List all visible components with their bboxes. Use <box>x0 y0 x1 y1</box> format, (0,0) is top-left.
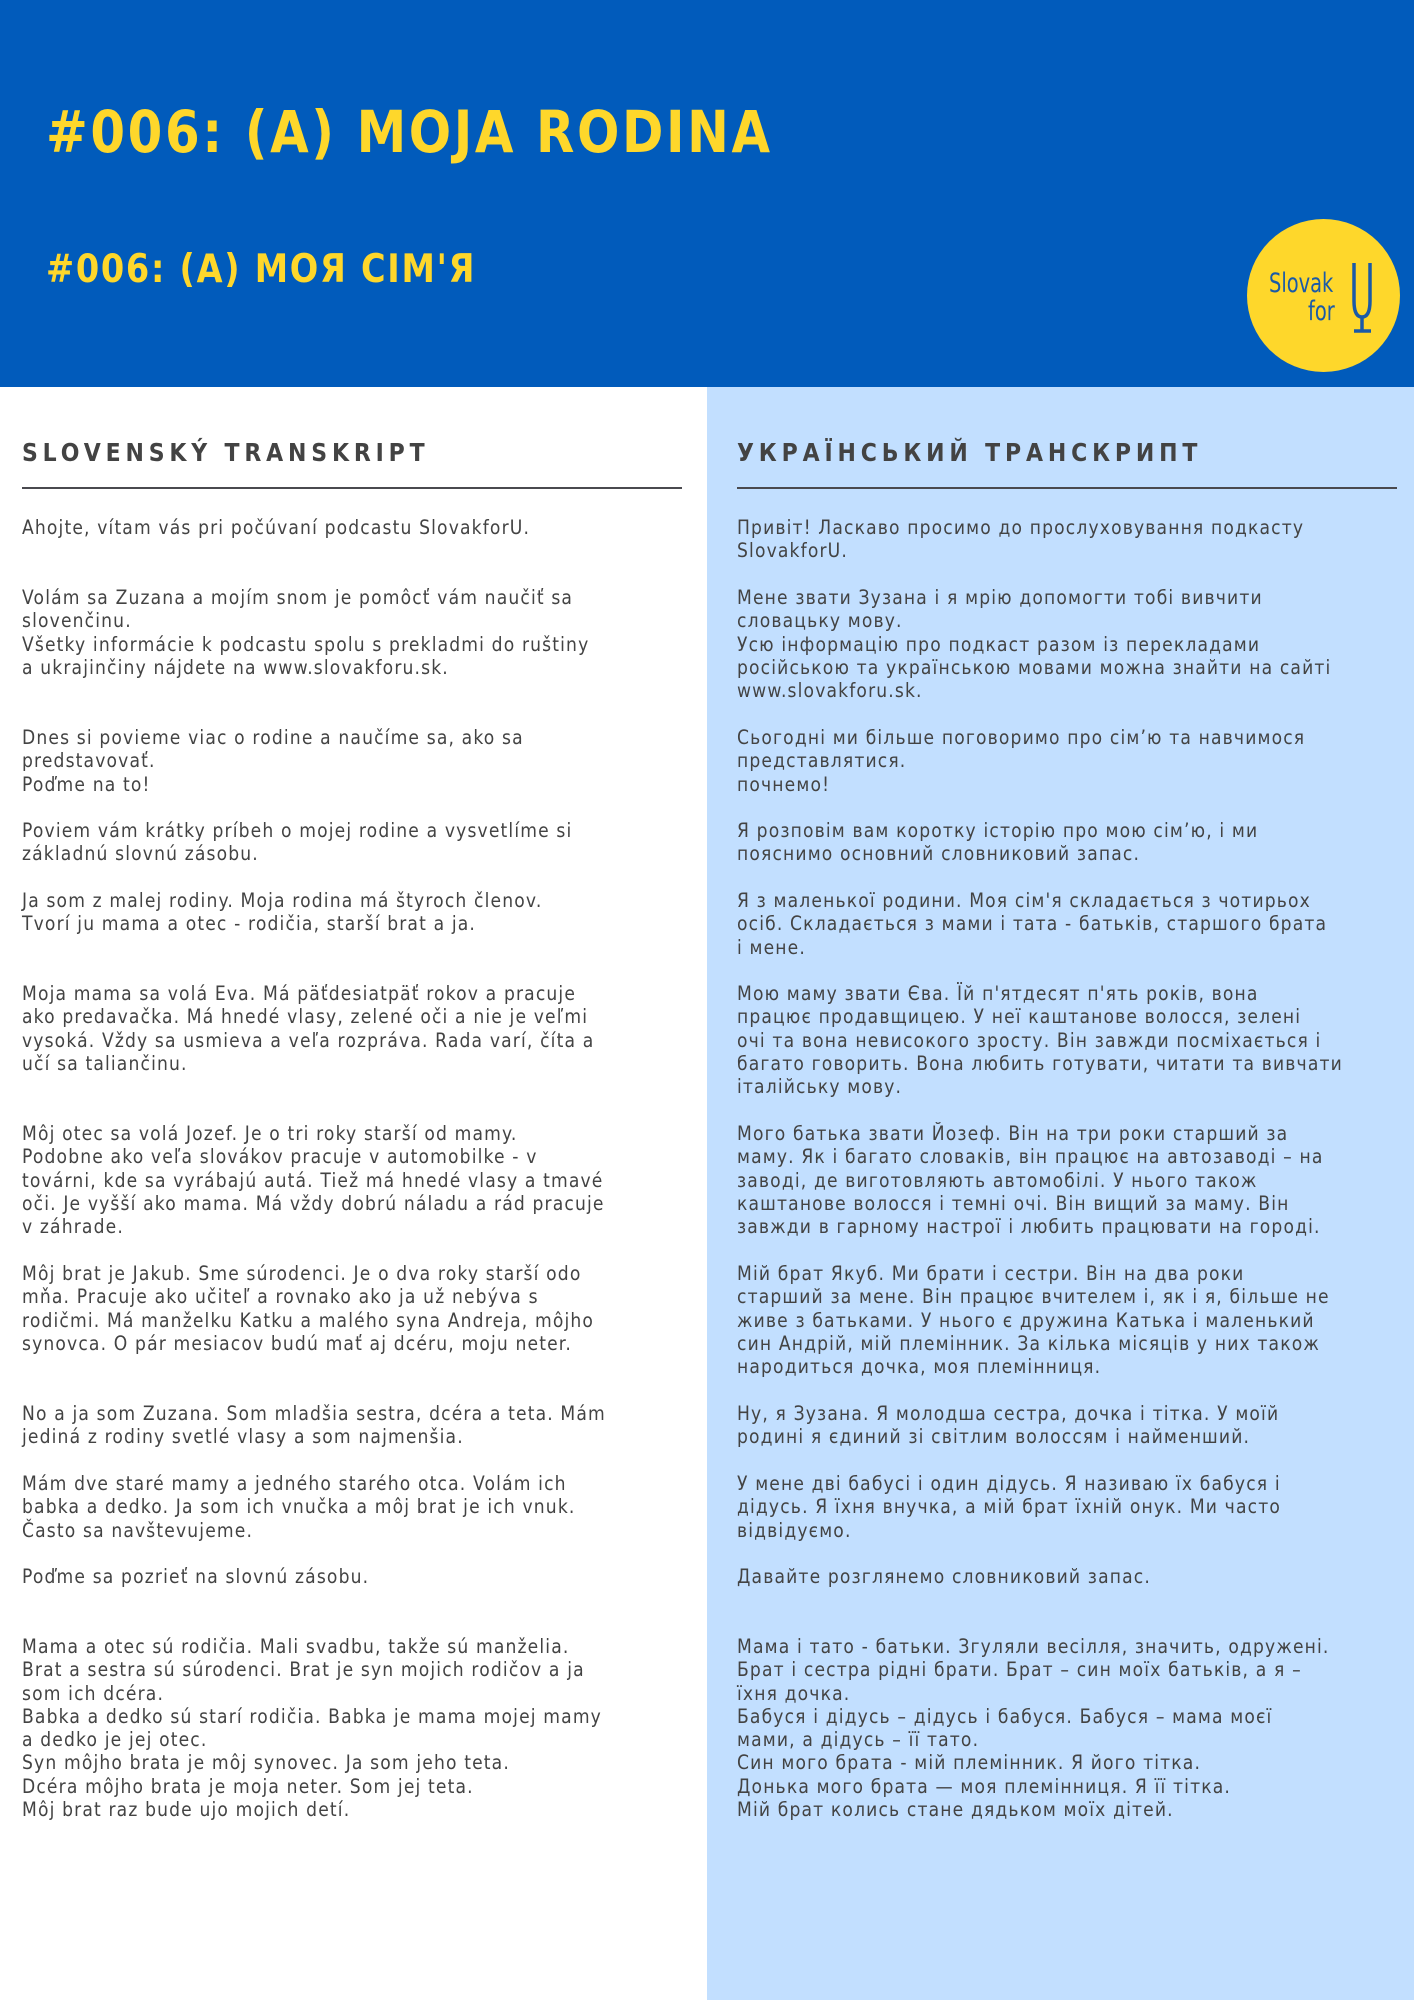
ukrainian-heading: УКРАЇНСЬКИЙ ТРАНСКРИПТ <box>737 438 1203 467</box>
heading-divider <box>737 487 1397 489</box>
transcript-paragraph: Мій брат Якуб. Ми брати і сестри. Він на два роки старший за мене. Він працює вчителем і, як і я, більше не живе з батьками. У нього є дружина Катька і маленький син Андрій, мій племінник. За кілька місяців у них також народиться дочка, моя племінниця. <box>737 1262 1330 1379</box>
logo-text-line2: for <box>1308 296 1335 327</box>
transcript-paragraph: Mám dve staré mamy a jedného starého otca. Volám ich babka a dedko. Ja som ich vnučka a môj brat je ich vnuk. Často sa navštevujeme. <box>22 1472 576 1542</box>
transcript-paragraph: Moja mama sa volá Eva. Má päťdesiatpäť rokov a pracuje ako predavačka. Má hnedé vlasy, zelené oči a nie je veľmi vysoká. Vždy sa usmieva a veľa rozpráva. Rada varí, číta a učí sa taliančinu. <box>22 982 595 1075</box>
transcript-paragraph: Dnes si povieme viac o rodine a naučíme sa, ako sa predstavovať. Poďme na to! <box>22 726 524 796</box>
page-header <box>0 0 1414 387</box>
transcript-paragraph: Ну, я Зузана. Я молодша сестра, дочка і тітка. У моїй родині я єдиний зі світлим волоссям і найменший. <box>737 1402 1280 1449</box>
transcript-paragraph: Poviem vám krátky príbeh o mojej rodine a vysvetlíme si základnú slovnú zásobu. <box>22 819 573 866</box>
transcript-paragraph: Я розповім вам коротку історію про мою сім’ю, і ми пояснимо основний словниковий запас. <box>737 819 1259 866</box>
transcript-paragraph: Ja som z malej rodiny. Moja rodina má štyroch členov. Tvorí ju mama a otec - rodičia, starší brat a ja. <box>22 889 543 936</box>
transcript-paragraph: Я з маленької родини. Моя сім'я складається з чотирьох осіб. Складається з мами і тата - батьків, старшого брата і мене. <box>737 889 1328 959</box>
transcript-paragraph: Mama a otec sú rodičia. Mali svadbu, takže sú manželia. Brat a sestra sú súrodenci. Brat je syn mojich rodičov a ja som ich dcéra. Babka a dedko sú starí rodičia. Babka je mama mojej mamy a dedko je jej otec. Syn môjho brata je môj synovec. Ja som jeho teta. Dcéra môjho brata je moja neter. Som jej teta. Môj brat raz bude ujo mojich detí. <box>22 1635 602 1822</box>
transcript-paragraph: Мого батька звати Йозеф. Він на три роки старший за маму. Як і багато словаків, він працює на автозаводі – на заводі, де виготовляють автомобілі. У нього також каштанове волосся і темні очі. Він вищий за маму. Він завжди в гарному настрої і любить працювати на городі. <box>737 1122 1324 1239</box>
transcript-paragraph: Môj brat je Jakub. Sme súrodenci. Je o dva roky starší odo mňa. Pracuje ako učiteľ a rovnako ako ja už nebýva s rodičmi. Má manželku Katku a malého syna Andreja, môjho synovca. O pár mesiacov budú mať aj dcéru, moju neter. <box>22 1262 595 1355</box>
slovakforu-logo <box>1247 219 1400 372</box>
heading-divider <box>22 487 682 489</box>
page-subtitle: #006: (A) МОЯ СІМ'Я <box>46 247 477 292</box>
slovak-heading: SLOVENSKÝ TRANSKRIPT <box>22 438 430 467</box>
transcript-paragraph: Môj otec sa volá Jozef. Je o tri roky starší od mamy. Podobne ako veľa slovákov pracuje v automobilke - v továrni, kde sa vyrábajú autá. Tiež má hnedé vlasy a tmavé oči. Je vyšší ako mama. Má vždy dobrú náladu a rád pracuje v záhrade. <box>22 1122 605 1239</box>
logo-text-line1: Slovak <box>1269 268 1334 299</box>
transcript-paragraph: Мою маму звати Єва. Їй п'ятдесят п'ять років, вона працює продавщицею. У неї каштанове волосся, зелені очі та вона невисокого зросту. Він завжди посміхається і багато говорить. Вона любить готувати, читати та вивчати італійську мову. <box>737 982 1343 1099</box>
glass-u-icon <box>1247 219 1400 372</box>
transcript-paragraph: Мене звати Зузана і я мрію допомогти тобі вивчити словацьку мову. Усю інформацію про подкаст разом із перекладами російською та українською мовами можна знайти на сайті www.slovakforu.sk. <box>737 586 1332 703</box>
transcript-paragraph: Ahojte, vítam vás pri počúvaní podcastu SlovakforU. <box>22 516 531 539</box>
transcript-paragraph: Poďme sa pozrieť na slovnú zásobu. <box>22 1565 370 1588</box>
page-title: #006: (A) MOJA RODINA <box>46 98 773 166</box>
transcript-paragraph: Сьогодні ми більше поговоримо про сім’ю та навчимося представлятися. почнемо! <box>737 726 1306 796</box>
transcript-paragraph: Давайте розглянемо словниковий запас. <box>737 1565 1151 1588</box>
transcript-paragraph: У мене дві бабусі і один дідусь. Я називаю їх бабуся і дідусь. Я їхня внучка, а мій брат їхній онук. Ми часто відвідуємо. <box>737 1472 1281 1542</box>
transcript-paragraph: Привіт! Ласкаво просимо до прослуховування подкасту SlovakforU. <box>737 516 1305 563</box>
transcript-paragraph: Volám sa Zuzana a mojím snom je pomôcť vám naučiť sa slovenčinu. Všetky informácie k podcastu spolu s prekladmi do ruštiny a ukrajinčiny nájdete na www.slovakforu.sk. <box>22 586 590 679</box>
transcript-paragraph: Мама і тато - батьки. Згуляли весілля, значить, одружені. Брат і сестра рідні брати. Брат – син моїх батьків, а я – їхня дочка. Бабуся і дідусь – дідусь і бабуся. Бабуся – мама моєї мами, а дідусь – її тато. Син мого брата - мій племінник. Я його тітка. Донька мого брата — моя племінниця. Я її тітка. Мій брат колись стане дядьком моїх дітей. <box>737 1635 1330 1822</box>
transcript-paragraph: No a ja som Zuzana. Som mladšia sestra, dcéra a teta. Mám jediná z rodiny svetlé vlasy a som najmenšia. <box>22 1402 606 1449</box>
